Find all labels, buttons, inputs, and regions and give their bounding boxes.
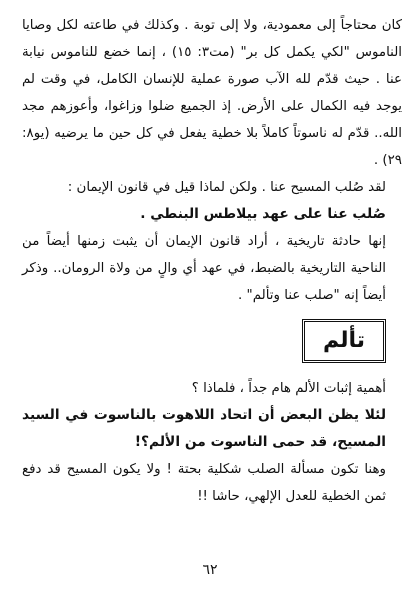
paragraph-history: إنها حادثة تاريخية ، أراد قانون الإيمان أن يثبت زمنها أيضاً من الناحية التاريخية بالضبط، في عهد أي والٍ من ولاة الرومان.. وذكر أيضاً إنه "صلب عنا وتألم" .: [22, 234, 386, 303]
paragraph-conclusion: وهنا تكون مسألة الصلب شكلية بحتة ! ولا يكون المسيح قد دفع ثمن الخطية للعدل الإلهي، حاشا !!: [22, 462, 386, 504]
paragraph-question: لقد صُلب المسيح عنا . ولكن لماذا قيل في قانون الإيمان :: [67, 180, 386, 195]
paragraph-importance: أهمية إثبات الألم هام جداً ، فلماذا ؟: [191, 381, 386, 396]
page-body: [22, 12, 402, 510]
section-heading-wrap: [22, 319, 402, 365]
page-number: ٦٢: [202, 562, 218, 578]
creed-quote: صُلب عنا على عهد بيلاطس البنطي .: [140, 206, 386, 222]
paragraph-intro: كان محتاجاً إلى معمودية، ولا إلى توبة . وكذلك في طاعته لكل وصايا الناموس "لكي يكمل كل بر" (مت٣: ١٥) ، إنما خضع للناموس نيابة عنا . حيث قدّم لله الآب صورة عملية للإنسان الكامل، في وقت لم يوجد فيه الكمال على الأرض. إذ الجميع ضلوا وزاغوا، وأعوزهم مجد الله.. قدّم له ناسوتاً كاملاً بلا خطية يفعل في كل حين ما يرضيه (يو٨: ٢٩) .: [22, 18, 402, 168]
section-heading-box: تألم: [302, 319, 386, 363]
paragraph-emphasis: لئلا يظن البعض أن اتحاد اللاهوت بالناسوت في السيد المسيح، قد حمى الناسوت من الألم؟!: [22, 407, 386, 450]
